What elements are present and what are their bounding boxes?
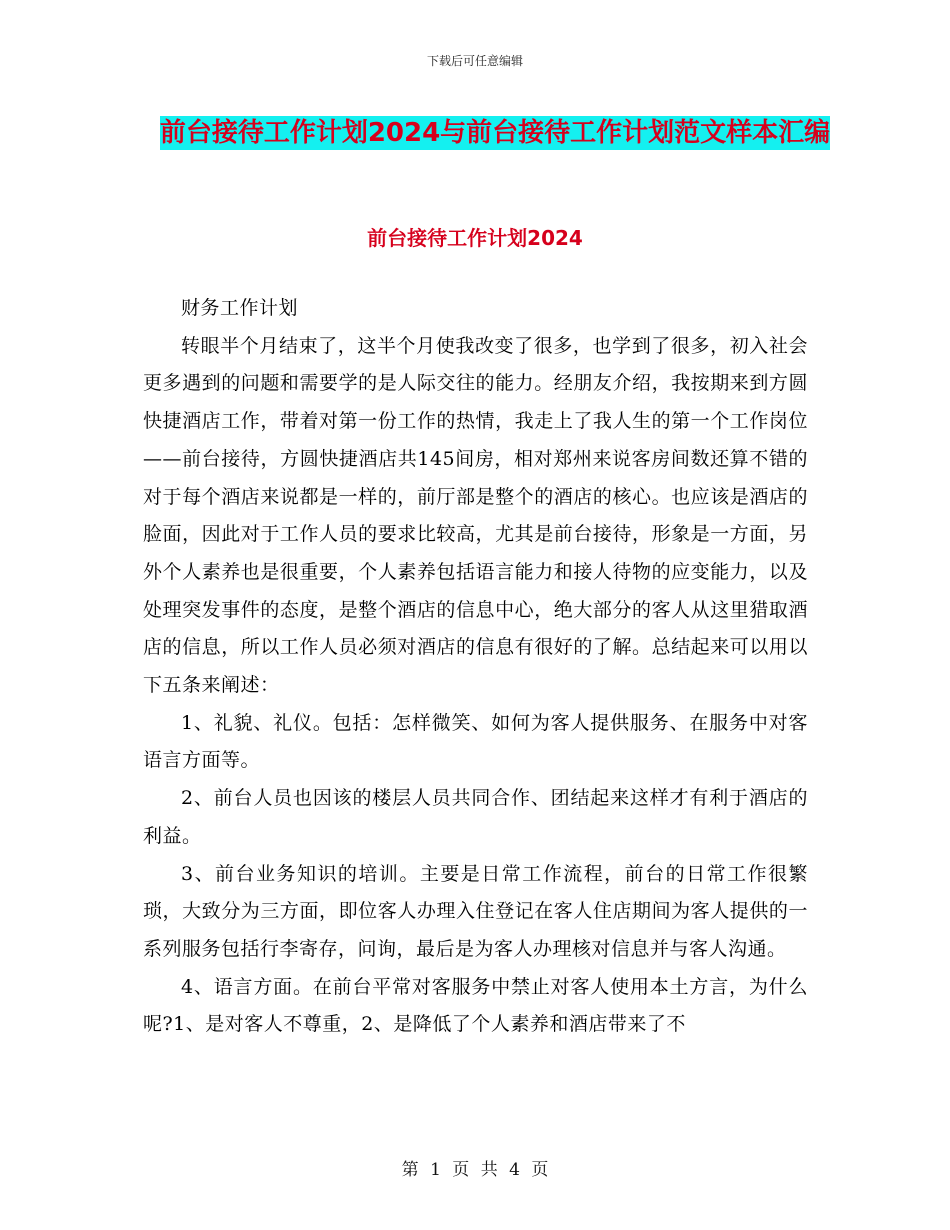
paragraph: 转眼半个月结束了，这半个月使我改变了很多，也学到了很多，初入社会更多遇到的问题和需要学的是人际交往的能力。经朋友介绍，我按期来到方圆快捷酒店工作，带着对第一份工作的热情，我走上了我人生的第一个工作岗位——前台接待，方圆快捷酒店共145间房，相对郑州来说客房间数还算不错的对于每个酒店来说都是一样的，前厅部是整个的酒店的核心。也应该是酒店的脸面，因此对于工作人员的要求比较高，尤其是前台接待，形象是一方面，另外个人素养也是很重要，个人素养包括语言能力和接人待物的应变能力，以及处理突发事件的态度，是整个酒店的信息中心，绝大部分的客人从这里猎取酒店的信息，所以工作人员必须对酒店的信息有很好的了解。总结起来可以用以下五条来阐述： bbox=[143, 334, 808, 697]
paragraph: 1、礼貌、礼仪。包括：怎样微笑、如何为客人提供服务、在服务中对客语言方面等。 bbox=[143, 711, 808, 772]
page-footer: 第 1 页 共 4 页 bbox=[401, 1160, 549, 1180]
paragraph: 财务工作计划 bbox=[181, 297, 299, 319]
paragraph: 3、前台业务知识的培训。主要是日常工作流程，前台的日常工作很繁琐，大致分为三方面，即位客人办理入住登记在客人住店期间为客人提供的一系列服务包括行李寄存，问询，最后是为客人办理核对信息并与客人沟通。 bbox=[143, 862, 808, 960]
paragraph: 2、前台人员也因该的楼层人员共同合作、团结起来这样才有利于酒店的利益。 bbox=[143, 787, 808, 847]
section-subtitle: 前台接待工作计划2024 bbox=[367, 226, 583, 250]
document-title bbox=[150, 110, 840, 156]
document-title-highlight: 前台接待工作计划2024与前台接待工作计划范文样本汇编 bbox=[159, 118, 831, 148]
page-header-note: 下载后可任意编辑 bbox=[426, 54, 523, 68]
document-body bbox=[143, 290, 808, 1044]
paragraph: 4、语言方面。在前台平常对客服务中禁止对客人使用本土方言，为什么呢?1、是对客人不尊重，2、是降低了个人素养和酒店带来了不 bbox=[143, 975, 808, 1036]
